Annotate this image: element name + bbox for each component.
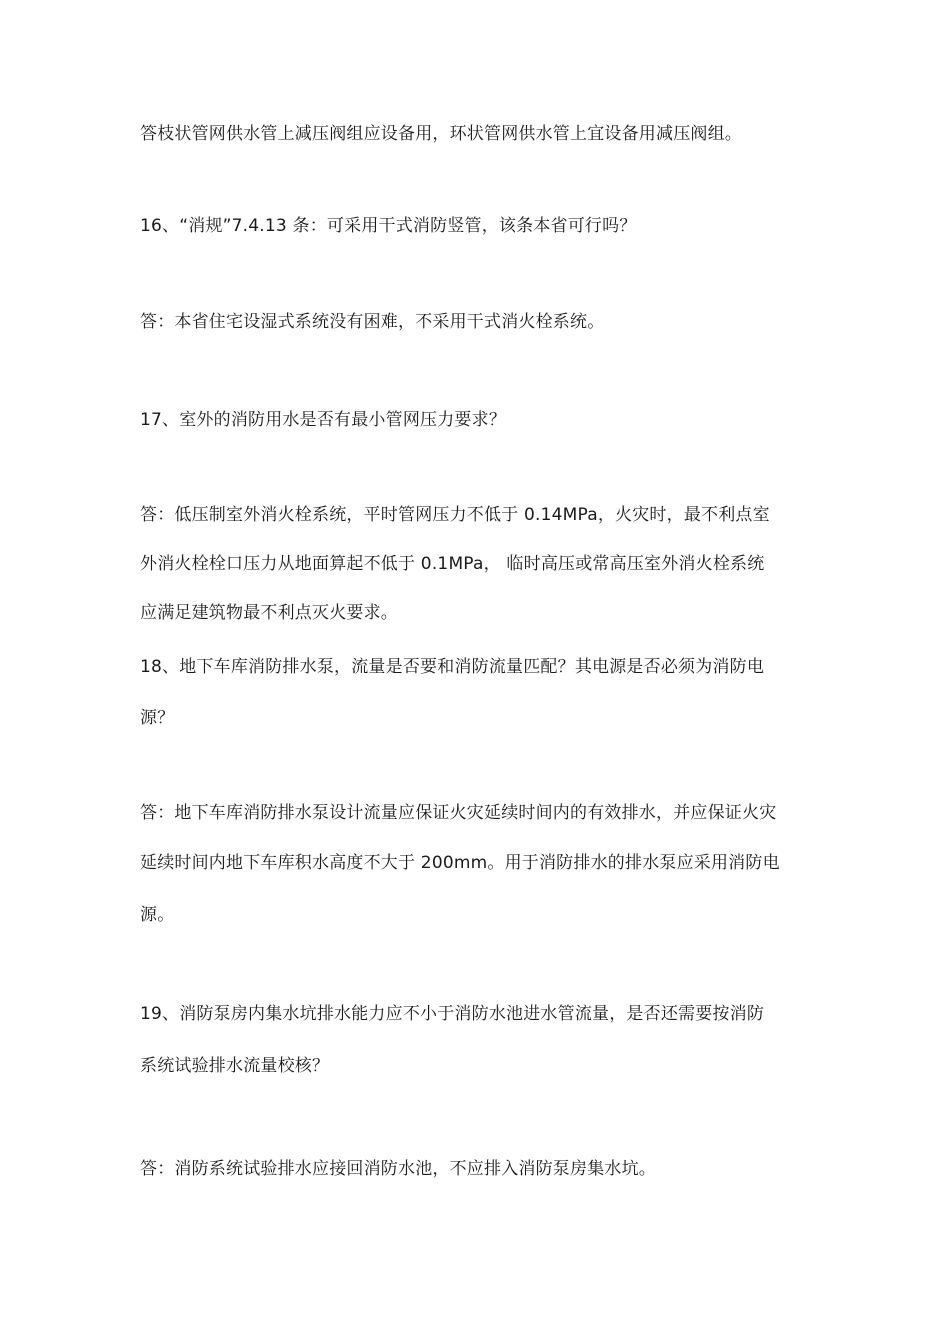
answer-18-line-3: 源。 [140, 905, 175, 925]
answer-19-text: 答：消防系统试验排水应接回消防水池，不应排入消防泵房集水坑。 [140, 1159, 656, 1179]
question-16-text: 16、“消规”7.4.13 条：可采用干式消防竖管，该条本省可行吗？ [140, 216, 637, 236]
answer-17-line-3: 应满足建筑物最不利点灭火要求。 [140, 603, 398, 623]
answer-18-line-1: 答：地下车库消防排水泵设计流量应保证火灾延续时间内的有效排水，并应保证火灾 [140, 803, 777, 823]
question-18-line-2: 源？ [140, 708, 175, 728]
answer-17-line-2: 外消火栓栓口压力从地面算起不低于 0.1MPa， 临时高压或常高压室外消火栓系统 [140, 554, 765, 574]
question-18-line-1: 18、地下车库消防排水泵，流量是否要和消防流量匹配？其电源是否必须为消防电 [140, 657, 765, 677]
answer-16-text: 答：本省住宅设湿式系统没有困难，不采用干式消火栓系统。 [140, 312, 605, 332]
answer-17-line-1: 答：低压制室外消火栓系统，平时管网压力不低于 0.14MPa，火灾时，最不利点室 [140, 505, 770, 525]
question-17-text: 17、室外的消防用水是否有最小管网压力要求？ [140, 410, 507, 430]
answer-15-text: 答枝状管网供水管上减压阀组应设备用，环状管网供水管上宜设备用减压阀组。 [140, 124, 742, 144]
question-19-line-1: 19、消防泵房内集水坑排水能力应不小于消防水池进水管流量，是否还需要按消防 [140, 1004, 765, 1024]
question-19-line-2: 系统试验排水流量校核？ [140, 1056, 330, 1076]
answer-18-line-2: 延续时间内地下车库积水高度不大于 200mm。用于消防排水的排水泵应采用消防电 [140, 853, 780, 873]
